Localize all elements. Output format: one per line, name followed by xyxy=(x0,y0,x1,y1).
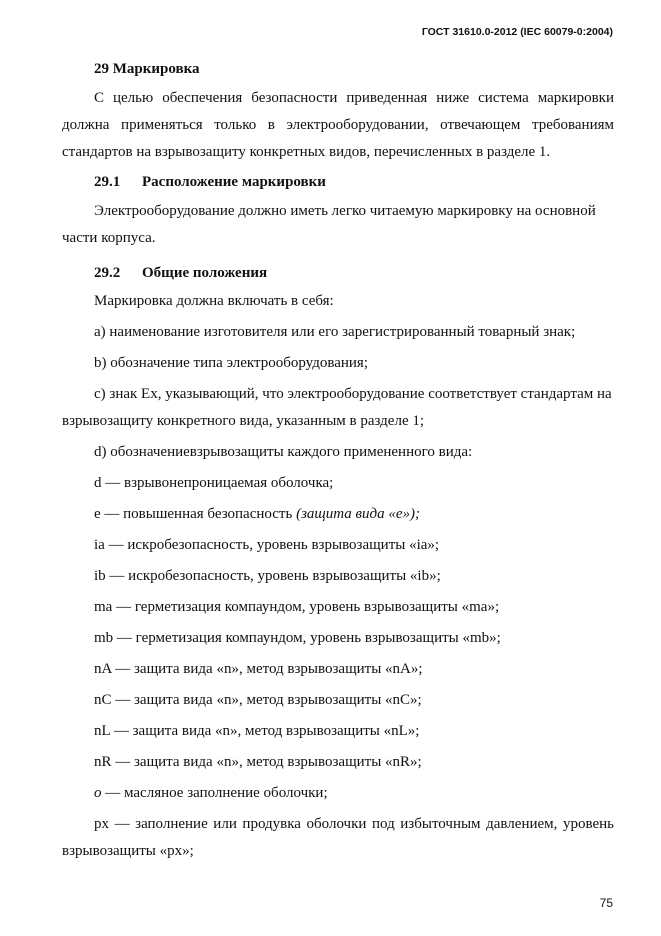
protection-type-e xyxy=(62,501,614,528)
subsection-title: Общие положения xyxy=(142,265,268,281)
subsection-heading-29-2 xyxy=(62,262,614,284)
page-content xyxy=(62,58,614,865)
protection-type-o-text: — масляное заполнение оболочки; xyxy=(101,785,328,801)
subsection-number: 29.1 xyxy=(94,174,121,190)
section-title: 29 Маркировка xyxy=(94,61,200,77)
protection-type-ib: ib — искробезопасность, уровень взрывозащиты «ib»; xyxy=(94,568,441,584)
protection-type-ma: ma — герметизация компаундом, уровень взрывозащиты «ma»; xyxy=(94,599,500,615)
protection-type-o xyxy=(62,780,614,807)
page-number: 75 xyxy=(599,896,613,910)
subsection-heading-29-1 xyxy=(62,171,614,193)
marking-lead: Маркировка должна включать в себя: xyxy=(94,293,334,309)
section-heading xyxy=(62,58,614,80)
section-intro: С целью обеспечения безопасности приведенная ниже система маркировки должна применяться только в электрооборудовании, отвечающем требованиям стандартов на взрывозащиту конкретных видов, перечисленных в разделе 1. xyxy=(62,90,614,160)
protection-type-o-letter: o xyxy=(94,785,102,801)
subsection-number: 29.2 xyxy=(94,265,121,281)
subsection-title: Расположение маркировки xyxy=(142,174,326,190)
list-item-a: a) наименование изготовителя или его зарегистрированный товарный знак; xyxy=(94,324,576,340)
protection-type-e-text: e — повышенная безопасность xyxy=(94,506,297,522)
protection-type-px: px — заполнение или продувка оболочки под избыточным давлением, уровень взрывозащиты «px»; xyxy=(62,816,614,859)
standard-header: ГОСТ 31610.0-2012 (IEC 60079-0:2004) xyxy=(421,26,613,38)
protection-type-nR: nR — защита вида «n», метод взрывозащиты «nR»; xyxy=(94,754,422,770)
subsection-text-29-1: Электрооборудование должно иметь легко читаемую маркировку на основной части корпуса. xyxy=(62,203,596,246)
list-item-d: d) обозначениевзрывозащиты каждого примененного вида: xyxy=(94,444,473,460)
protection-type-nA: nA — защита вида «n», метод взрывозащиты «nA»; xyxy=(94,661,423,677)
protection-type-d: d — взрывонепроницаемая оболочка; xyxy=(94,475,334,491)
protection-type-e-note: (защита вида «е»); xyxy=(296,506,421,522)
list-item-c: c) знак Ex, указывающий, что электрооборудование соответствует стандартам на взрывозащиту конкретного вида, указанным в разделе 1; xyxy=(62,386,612,429)
protection-type-mb: mb — герметизация компаундом, уровень взрывозащиты «mb»; xyxy=(94,630,501,646)
list-item-b: b) обозначение типа электрооборудования; xyxy=(94,355,368,371)
protection-type-nC: nC — защита вида «n», метод взрывозащиты «nC»; xyxy=(94,692,422,708)
protection-type-nL: nL — защита вида «n», метод взрывозащиты «nL»; xyxy=(94,723,420,739)
protection-type-ia: ia — искробезопасность, уровень взрывозащиты «ia»; xyxy=(94,537,440,553)
